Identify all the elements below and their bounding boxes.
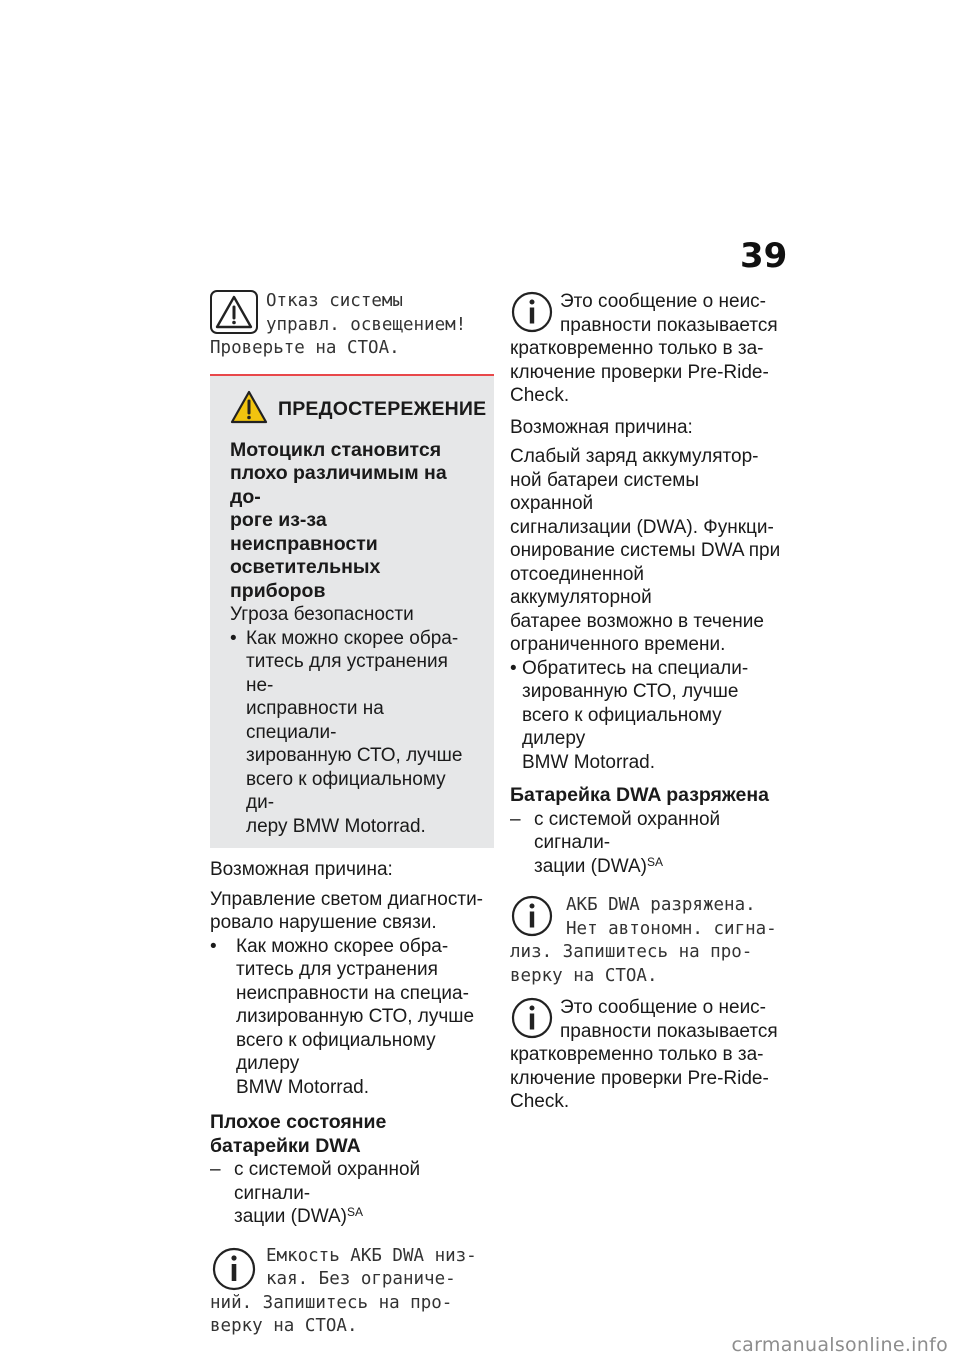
info-line: кратковременно только в за-	[510, 338, 764, 359]
bullet-line: BMW Motorrad.	[236, 1076, 370, 1098]
info-icon	[510, 996, 556, 1042]
display-message-lighting-fault	[210, 290, 494, 361]
bullet-line: BMW Motorrad.	[522, 751, 656, 773]
display-message-line: верку на СТОА.	[510, 965, 658, 986]
info-line: Check.	[510, 385, 570, 406]
bullet-line: титесь для устранения не-	[246, 651, 448, 696]
display-message-line: кая. Без ограниче-	[266, 1269, 456, 1289]
info-line: Check.	[510, 1091, 570, 1112]
info-line: правности показывается	[560, 1020, 778, 1042]
warning-heading-line: Мотоцикл становится	[230, 438, 442, 461]
bullet-line: • Как можно скорее обра-	[236, 935, 449, 957]
equipment-note-line: зации (DWA)	[234, 1206, 347, 1227]
info-line: кратковременно только в за-	[510, 1044, 764, 1065]
bullet-line: зированную СТО, лучше	[522, 681, 739, 702]
action-bullet	[510, 657, 785, 775]
bullet-line: зированную СТО, лучше	[246, 745, 463, 766]
warning-subtitle: Угроза безопасности	[230, 604, 414, 625]
bullet-line: титесь для устранения	[236, 959, 438, 980]
warning-box	[210, 376, 494, 849]
page-number: 39	[740, 236, 788, 276]
cause-line: ной батареи системы охранной	[510, 469, 700, 514]
section-heading-dwa-discharged: Батарейка DWA разряжена	[510, 784, 769, 806]
action-bullet	[210, 935, 494, 1100]
cause-line: ограниченного времени.	[510, 634, 726, 655]
equipment-note-line: зации (DWA)	[534, 855, 647, 877]
display-message-dwa-low	[210, 1245, 494, 1339]
display-message-line: ний. Запишитесь на про-	[210, 1292, 453, 1313]
section-heading-line: батарейки DWA	[210, 1134, 361, 1157]
warning-triangle-icon	[210, 290, 262, 336]
info-line: Это сообщение о неис-	[560, 997, 767, 1018]
warning-heading	[230, 439, 476, 604]
cause-line: отсоединенной аккумуляторной	[510, 563, 652, 608]
bullet-line: неисправности на специа-	[236, 982, 469, 1004]
info-icon	[510, 290, 556, 336]
cause-line: Управление светом диагности-	[210, 888, 484, 910]
equipment-note	[510, 808, 785, 879]
cause-label: Возможная причина:	[210, 859, 393, 880]
cause-text	[510, 445, 785, 657]
bullet-line: • Обратитесь на специали-	[522, 657, 749, 679]
display-message-dwa-discharged	[510, 894, 785, 988]
cause-line: онирование системы DWA при	[510, 540, 781, 561]
display-message-line: Емкость АКБ DWA низ-	[266, 1245, 477, 1266]
info-note	[510, 996, 785, 1114]
cause-label: Возможная причина:	[510, 416, 693, 438]
warning-title: ПРЕДОСТЕРЕЖЕНИЕ	[278, 397, 487, 420]
section-heading-dwa-battery	[210, 1111, 494, 1158]
display-message-line: АКБ DWA разряжена.	[566, 895, 756, 915]
bullet-line: лизированную СТО, лучше	[236, 1006, 475, 1027]
display-message-line: лиз. Запишитесь на про-	[510, 942, 753, 962]
cause-line: батарее возможно в течение	[510, 610, 764, 632]
display-message-line: верку на СТОА.	[210, 1316, 358, 1336]
warning-heading-line: осветительных приборов	[230, 556, 381, 602]
right-column	[510, 290, 785, 1114]
bullet-line: леру BMW Motorrad.	[246, 815, 426, 837]
bullet-line: всего к официальному дилеру	[236, 1029, 436, 1074]
warning-header	[230, 390, 487, 429]
info-line: правности показывается	[560, 314, 778, 336]
cause-text	[210, 888, 494, 935]
equipment-note-line: с системой охранной сигнали-	[234, 1159, 421, 1204]
display-message-line: Нет автономн. сигна-	[566, 918, 777, 939]
info-icon	[210, 1245, 262, 1291]
left-column	[210, 290, 494, 1339]
bullet-line: всего к официальному ди-	[246, 768, 446, 813]
display-message-line: Проверьте на СТОА.	[210, 338, 400, 358]
display-message-line: Отказ системы	[266, 291, 403, 311]
cause-line: ровало нарушение связи.	[210, 912, 437, 933]
warning-heading-line: плохо различимым на до-	[230, 462, 447, 508]
warning-bullet	[230, 627, 476, 839]
special-equipment-marker: SA	[646, 854, 663, 869]
warning-triangle-icon	[230, 390, 268, 429]
cause-line: Слабый заряд аккумулятор-	[510, 446, 759, 467]
cause-line: сигнализации (DWA). Функци-	[510, 516, 774, 538]
section-heading-line: Плохое состояние	[210, 1111, 387, 1133]
equipment-note	[210, 1158, 494, 1229]
dash-marker: –	[210, 1159, 221, 1180]
bullet-line: • Как можно скорее обра-	[246, 627, 459, 649]
bullet-line: всего к официальному дилеру	[522, 704, 722, 749]
bullet-line: исправности на специали-	[246, 698, 384, 743]
dash-marker: –	[510, 808, 521, 830]
info-icon	[510, 894, 562, 940]
watermark: carmanualsonline.info	[731, 1334, 948, 1356]
display-message-line: управл. освещением!	[266, 314, 467, 335]
info-line: ключение проверки Pre-Ride-	[510, 1067, 769, 1089]
equipment-note-line: с системой охранной сигнали-	[534, 808, 721, 853]
warning-heading-line: роге из-за неисправности	[230, 509, 378, 555]
info-line: Это сообщение о неис-	[560, 291, 767, 312]
info-note	[510, 290, 785, 408]
special-equipment-marker: SA	[346, 1205, 363, 1219]
info-line: ключение проверки Pre-Ride-	[510, 361, 769, 383]
